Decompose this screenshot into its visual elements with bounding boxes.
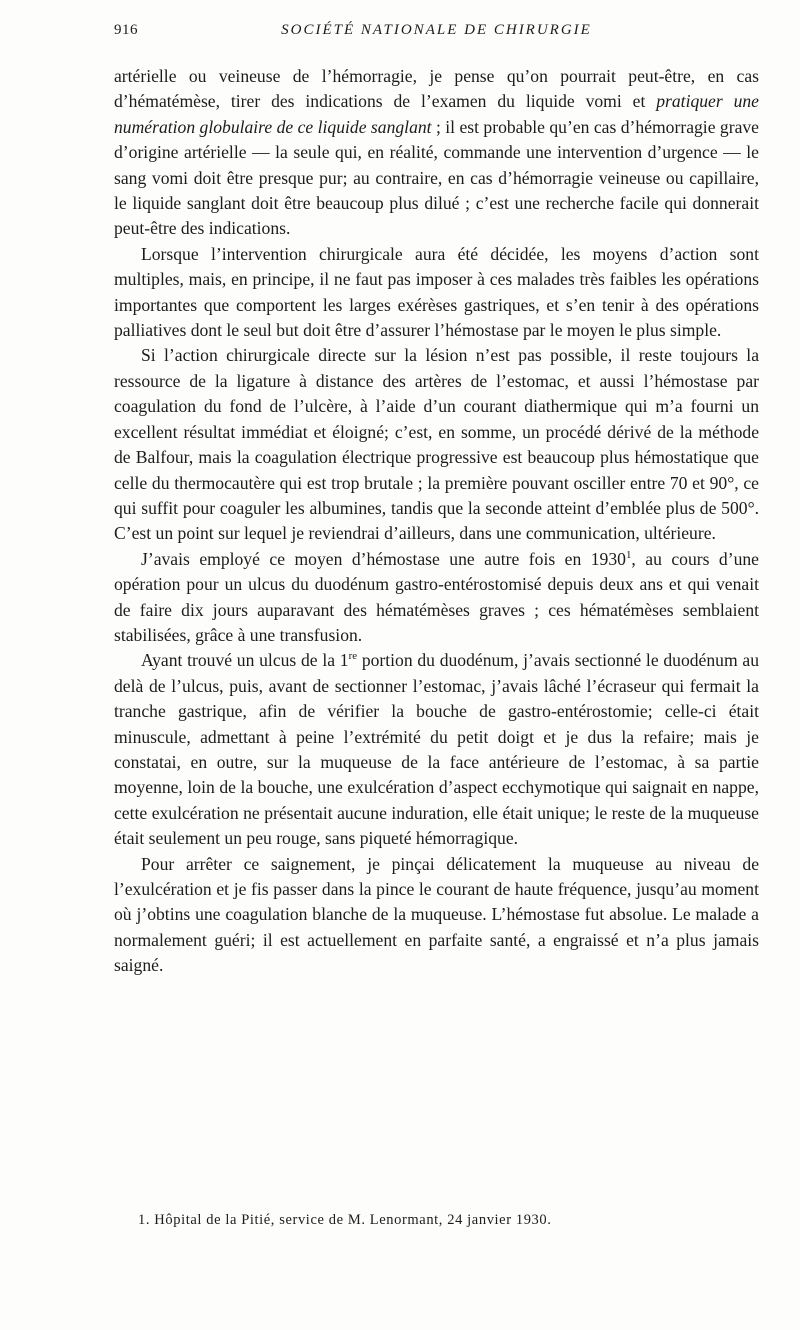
paragraph-1-start: artérielle ou veineuse de l’hémorragie, je pense qu’on pourrait peut-être, en cas d’hématémèse, tirer des indications de l’examen du liquide vomi et: [114, 66, 759, 112]
paragraph-5-end: portion du duodénum, j’avais sectionné le duodénum au delà de l’ulcus, puis, avant de sectionner l’estomac, j’avais lâché l’écraseur qui fermait la tranche gastrique, afin de vérifier la bouche de gastro-entérostomie; celle-ci était minuscule, admettant à peine l’extrémité du petit doigt et je dus la refaire; mais je constatai, en outre, sur la muqueuse de la face antérieure de l’estomac, à sa partie moyenne, loin de la bouche, une exulcération d’aspect ecchymotique qui saignait en nappe, cette exulcération ne présentait aucune induration, elle était unique; le reste de la muqueuse était seulement un peu rouge, sans piqueté hémorragique.: [114, 650, 759, 849]
paragraph-1: [114, 64, 759, 242]
paragraph-5-start: Ayant trouvé un ulcus de la 1: [141, 650, 349, 671]
paragraph-4-end: , au cours d’une opération pour un ulcus du duodénum gastro-entérostomisé depuis deux ans et qui venait de faire dix jours auparavant des hématémèses graves ; ces hématémèses semblaient stabilisées, grâce à une transfusion.: [114, 548, 759, 645]
ordinal-suffix: re: [348, 650, 358, 663]
paragraph-6: Pour arrêter ce saignement, je pinçai délicatement la muqueuse au niveau de l’exulcération et je fis passer dans la pince le courant de haute fréquence, jusqu’au moment où j’obtins une coagulation blanche de la muqueuse. L’hémostase fut absolue. Le malade a normalement guéri; il est actuellement en parfaite santé, a engraissé et n’a plus jamais saigné.: [114, 853, 759, 976]
body-text: [114, 64, 759, 979]
running-head: [114, 22, 759, 46]
paragraph-2: Lorsque l’intervention chirurgicale aura été décidée, les moyens d’action sont multiples, mais, en principe, il ne faut pas imposer à ces malades très faibles les opérations importantes que comportent les larges exérèses gastriques, et s’en tenir à des opérations palliatives dont le seul but doit être d’assurer l’hémostase par le moyen le plus simple.: [114, 243, 759, 341]
paragraph-4: [114, 547, 759, 649]
paragraph-1-italic: pratiquer une numération globulaire de ce liquide sanglant: [114, 91, 759, 137]
paragraph-1-end: ; il est probable qu’en cas d’hémorragie grave d’origine artérielle — la seule qui, en réalité, commande une intervention d’urgence — le sang vomi doit être presque pur; au contraire, en cas d’hémorragie veineuse ou capillaire, le liquide sanglant doit être beaucoup plus dilué ; c’est une recherche facile qui donnerait peut-être des indications.: [114, 116, 759, 239]
paragraph-5: [114, 648, 759, 851]
footnote-marker: 1: [625, 548, 632, 561]
paragraph-3: Si l’action chirurgicale directe sur la lésion n’est pas possible, il reste toujours la ressource de la ligature à distance des artères de l’estomac, et aussi l’hémostase par coagulation du fond de l’ulcère, à l’aide d’un courant diathermique qui m’a fourni un excellent résultat immédiat et éloigné; c’est, en somme, un procédé dérivé de la méthode de Balfour, mais la coagulation électrique progressive est beaucoup plus hémostatique que celle du thermocautère qui est trop brutale ; la première pouvant osciller entre 70 et 90°, ce qui suffit pour coaguler les albumines, tandis que la seconde atteint d’emblée plus de 500°. C’est un point sur lequel je reviendrai d’ailleurs, dans une communication, ultérieure.: [114, 345, 759, 544]
journal-title: SOCIÉTÉ NATIONALE DE CHIRURGIE: [281, 22, 592, 38]
page-number: 916: [114, 22, 138, 38]
paragraph-4-start: J’avais employé ce moyen d’hémostase une autre fois en 1930: [141, 548, 626, 569]
footnote: 1. Hôpital de la Pitié, service de M. Lenormant, 24 janvier 1930.: [138, 1212, 552, 1228]
